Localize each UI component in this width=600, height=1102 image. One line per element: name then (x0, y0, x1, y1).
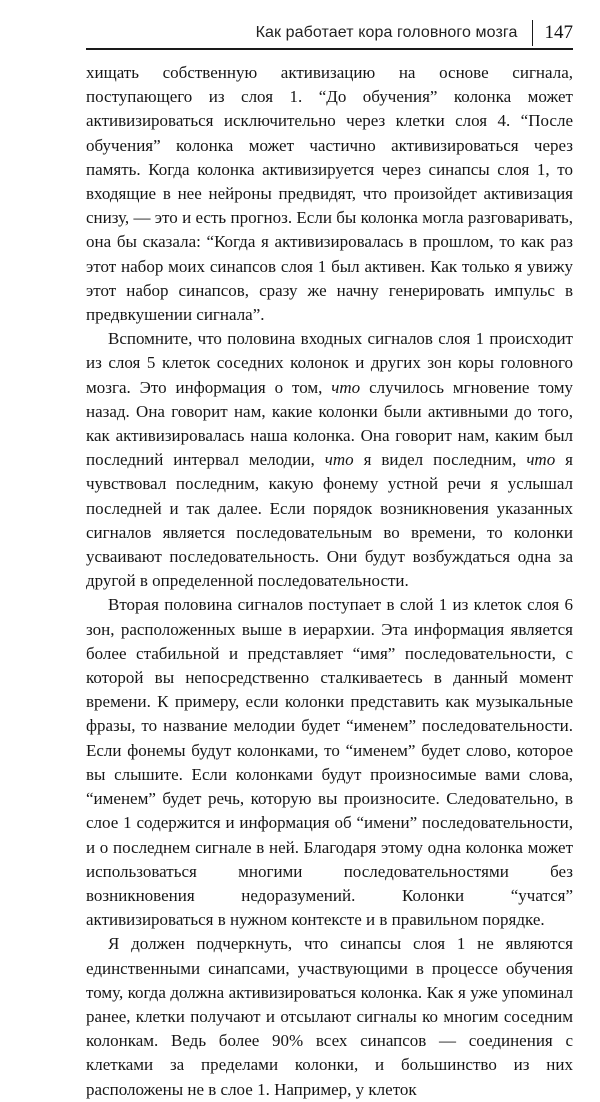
paragraph-1: хищать собственную активизацию на основе сигнала, поступающего из слоя 1. “До обучения” колонка может активизироваться исключительно через клетки слоя 4. “После обучения” колонка может частично активизироваться через память. Когда колонка активизируется через синапсы слоя 1, то входящие в нее нейроны предвидят, что произойдет активизация снизу, — это и есть прогноз. Если бы колонка могла разговаривать, она бы сказала: “Когда я активизировалась в прошлом, то как раз этот набор моих синапсов слоя 1 был активен. Как только я увижу этот набор синапсов, сразу же начну генерировать импульс в предвкушении сигнала”. (86, 63, 573, 325)
header-separator (532, 20, 533, 46)
paragraph-3: Вторая половина сигналов поступает в слой 1 из клеток слоя 6 зон, расположенных выше в иерархии. Эта информация является более стабильной и представляет “имя” последовательности, с которой вы непосредственно сталкиваетесь в данный момент времени. К примеру, если колонки представить как музыкальные фразы, то название мелодии будет “именем” последовательности. Если фонемы будут колонками, то “именем” будет слово, которое вы слышите. Если колонками будут произносимые вами слова, “именем” будет речь, которую вы произносите. Следовательно, в слое 1 содержится и информация об “имени” последовательности, и о последнем сигнале в ней. Благодаря этому одна колонка может использоваться многими последовательностями без возникновения недоразумений. Колонки “учатся” активизироваться в нужном контексте и в правильном порядке. (86, 595, 573, 930)
page-number: 147 (544, 22, 573, 43)
running-header (86, 18, 573, 50)
paragraph-4: Я должен подчеркнуть, что синапсы слоя 1 не являются единственными синапсами, участвующими в процессе обучения тому, когда должна активизироваться колонка. Как я уже упоминал ранее, клетки получают и отсылают сигналы ко многим соседним колонкам. Ведь более 90% всех синапсов — соединения с клетками за пределами колонки, и большинство из них расположены не в слое 1. Например, у клеток (86, 934, 573, 1099)
paragraph-2-segment-4: я чувствовал последним, какую фонему устной речи я услышал последней и так далее. Если порядок возникновения указанных сигналов является последовательным во времени, то колонки усваивают последовательность. Они будут возбуждаться одна за другой в определенной последовательности. (86, 450, 573, 591)
paragraph-2-segment-3: я видел последним, (353, 450, 527, 470)
paragraph-2 (86, 327, 573, 593)
paragraph-2-emphasis-3: что (526, 450, 556, 470)
page-body (86, 61, 573, 1102)
running-header-title: Как работает кора головного мозга (255, 24, 518, 41)
paragraph-2-segment-1: Вспомните, что половина входных сигналов слоя 1 происходит из слоя 5 клеток соседних колонок и других зон коры головного мозга. Это информация о том, (86, 329, 573, 397)
paragraph-2-emphasis-1: что (331, 377, 361, 397)
paragraph-2-segment-2: случилось мгновение тому назад. Она говорит нам, какие колонки были активными до того, как активизировалась наша колонка. Она говорит нам, каким был последний интервал мелодии, (86, 377, 573, 470)
paragraph-2-emphasis-2: что (324, 450, 354, 470)
